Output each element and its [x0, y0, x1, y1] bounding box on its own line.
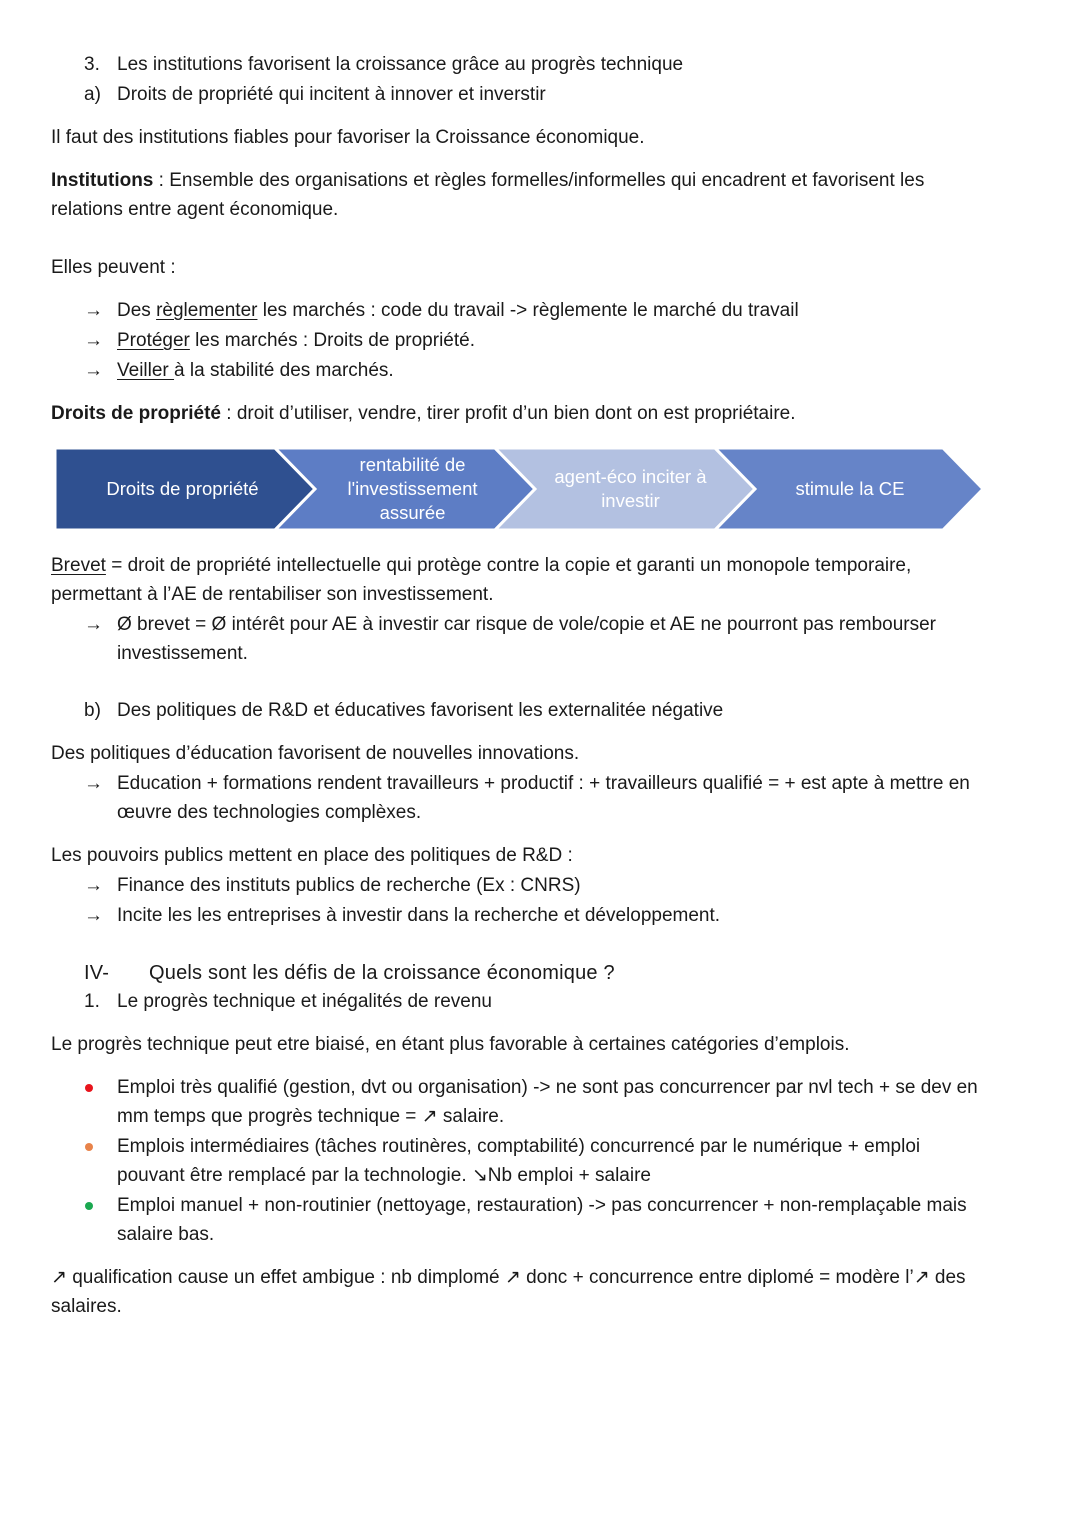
- subsection-heading-a: [84, 83, 546, 107]
- list-item: → Des règlementer les marchés : code du travail -> règlemente le marché du travail: [84, 300, 799, 321]
- subsection-letter: a): [84, 84, 101, 105]
- section-heading-IV: [84, 961, 615, 985]
- arrow-right-icon: →: [84, 773, 103, 794]
- arrow-right-icon: →: [84, 875, 103, 896]
- list-item: → Protéger les marchés : Droits de propriété.: [84, 330, 475, 351]
- section-number: 3.: [84, 54, 100, 75]
- subsection-heading-b: [84, 699, 723, 723]
- definition-brevet-cont: permettant à l’AE de rentabiliser son investissement.: [51, 584, 494, 605]
- process-diagram: [55, 448, 985, 530]
- underlined-term: Protéger: [117, 330, 190, 351]
- definition-droits-propriete: [51, 402, 796, 426]
- section-title: Quels sont les défis de la croissance économique ?: [149, 962, 615, 984]
- definition-text: : droit d’utiliser, vendre, tirer profit d’un bien dont on est propriétaire.: [220, 403, 796, 424]
- definition-term: Institutions: [51, 170, 154, 191]
- paragraph-biaise: Le progrès technique peut etre biaisé, en étant plus favorable à certaines catégories d’emplois.: [51, 1034, 850, 1055]
- process-step-3: agent-éco inciter à investir: [554, 466, 707, 511]
- paragraph-elles-peuvent: Elles peuvent :: [51, 257, 176, 278]
- section-title: Les institutions favorisent la croissance grâce au progrès technique: [117, 54, 684, 75]
- list-item: → Finance des instituts publics de recherche (Ex : CNRS): [84, 875, 581, 896]
- list-item: Emplois intermédiaires (tâches routinères, comptabilité) concurrencé par le numérique + emploi: [117, 1136, 921, 1157]
- underlined-term: règlementer: [156, 300, 258, 321]
- definition-text: = droit de propriété intellectuelle qui protège contre la copie et garanti un monopole temporaire,: [105, 555, 912, 576]
- paragraph-pouvoirs-publics: Les pouvoirs publics mettent en place des politiques de R&D :: [51, 845, 573, 866]
- underlined-term: Veiller: [117, 360, 175, 381]
- paragraph-conclusion-cont: salaires.: [51, 1296, 122, 1317]
- subsection-heading-1: [84, 990, 492, 1014]
- definition-institutions-cont: relations entre agent économique.: [51, 199, 339, 220]
- definition-institutions: [51, 169, 924, 193]
- list-item: → Ø brevet = Ø intérêt pour AE à investir car risque de vole/copie et AE ne pourront pas rembourser: [84, 614, 937, 635]
- section-heading-3: [84, 53, 683, 77]
- list-item: → Education + formations rendent travailleurs + productif : + travailleurs qualifié = + est apte à mettre en: [84, 773, 970, 794]
- list-item: → Veiller à la stabilité des marchés.: [84, 360, 394, 381]
- list-item-cont: mm temps que progrès technique = ↗ salaire.: [117, 1106, 505, 1127]
- list-item: → Incite les les entreprises à investir dans la recherche et développement.: [84, 905, 721, 926]
- definition-text: : Ensemble des organisations et règles formelles/informelles qui encadrent et favorisent les: [153, 170, 925, 191]
- subsection-title: Des politiques de R&D et éducatives favorisent les externalitée négative: [117, 700, 724, 721]
- bullet-green-icon: [85, 1202, 93, 1210]
- list-item-cont: investissement.: [117, 643, 248, 664]
- definition-term: Brevet: [51, 555, 106, 576]
- subsection-letter: b): [84, 700, 101, 721]
- process-step-4: stimule la CE: [795, 478, 905, 499]
- definition-brevet: [51, 554, 911, 578]
- bullet-red-icon: [85, 1084, 93, 1092]
- arrow-right-icon: →: [84, 360, 103, 381]
- process-step-1: Droits de propriété: [106, 478, 259, 499]
- definition-term: Droits de propriété: [51, 403, 221, 424]
- paragraph-institutions-fiables: Il faut des institutions fiables pour favoriser la Croissance économique.: [51, 127, 645, 148]
- list-item-cont: salaire bas.: [117, 1224, 215, 1245]
- paragraph-conclusion: ↗ qualification cause un effet ambigue : nb dimplomé ↗ donc + concurrence entre diplomé = modère l’↗ des: [51, 1267, 966, 1288]
- list-item: Emploi manuel + non-routinier (nettoyage, restauration) -> pas concurrencer + non-remplaçable mais: [117, 1195, 967, 1216]
- arrow-right-icon: →: [84, 330, 103, 351]
- process-step-2: rentabilité de l'investissement assurée: [347, 454, 478, 523]
- subsection-title: Droits de propriété qui incitent à innover et inverstir: [117, 84, 546, 105]
- list-item: Emploi très qualifié (gestion, dvt ou organisation) -> ne sont pas concurrencer par nvl tech + se dev en: [117, 1077, 978, 1098]
- arrow-right-icon: →: [84, 300, 103, 321]
- list-item-cont: œuvre des technologies complèxes.: [117, 802, 422, 823]
- section-number: IV-: [84, 962, 110, 984]
- arrow-right-icon: →: [84, 905, 103, 926]
- subsection-title: Le progrès technique et inégalités de revenu: [117, 991, 492, 1012]
- arrow-right-icon: →: [84, 614, 103, 635]
- subsection-number: 1.: [84, 991, 100, 1012]
- bullet-orange-icon: [85, 1143, 93, 1151]
- list-item-cont: pouvant être remplacé par la technologie. ↘Nb emploi + salaire: [117, 1165, 651, 1186]
- paragraph-education: Des politiques d’éducation favorisent de nouvelles innovations.: [51, 743, 580, 764]
